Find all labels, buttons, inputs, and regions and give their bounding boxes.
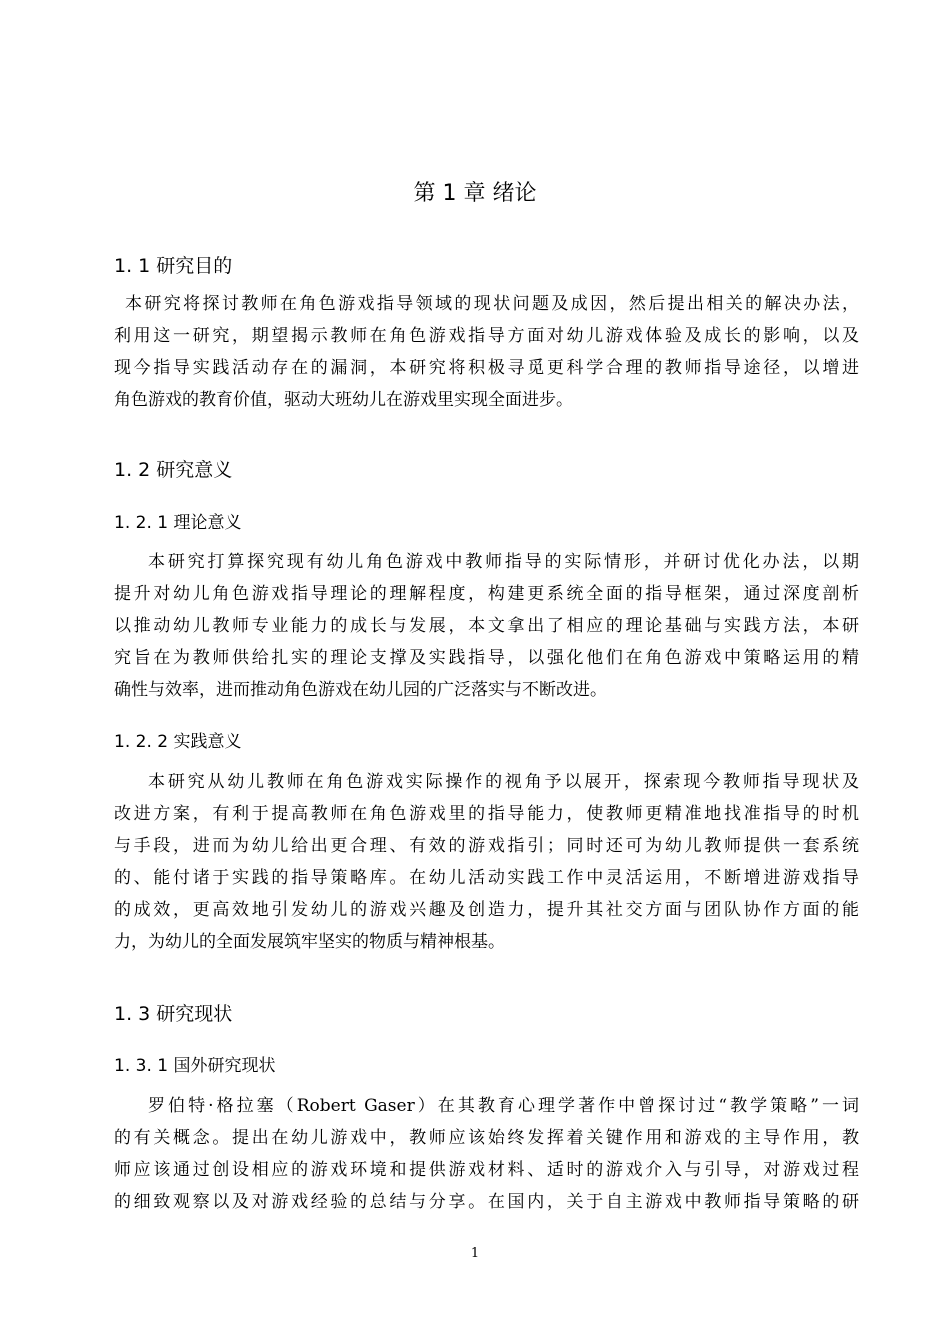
paragraph-line: 师应该通过创设相应的游戏环境和提供游戏材料、适时的游戏介入与引导，对游戏过程	[114, 1160, 859, 1180]
paragraph-line: 究旨在为教师供给扎实的理论支撑及实践指导，以强化他们在角色游戏中策略运用的精	[114, 648, 859, 668]
paragraph-line: 与手段，进而为幼儿给出更合理、有效的游戏指引；同时还可为幼儿教师提供一套系统	[114, 836, 859, 856]
paragraph-line: 以推动幼儿教师专业能力的成长与发展，本文拿出了相应的理论基础与实践方法，本研	[114, 616, 859, 636]
paragraph-line: 罗伯特·格拉塞（Robert Gaser）在其教育心理学著作中曾探讨过“教学策略”一词	[148, 1096, 859, 1116]
section-heading-research-purpose: 1. 1 研究目的	[114, 255, 233, 277]
paragraph-practical-significance	[114, 766, 859, 958]
paragraph-research-purpose	[114, 288, 859, 416]
section-heading-research-status: 1. 3 研究现状	[114, 1003, 233, 1025]
paragraph-line: 的有关概念。提出在幼儿游戏中，教师应该始终发挥着关键作用和游戏的主导作用，教	[114, 1128, 859, 1148]
paragraph-line: 本研究从幼儿教师在角色游戏实际操作的视角予以展开，探索现今教师指导现状及	[148, 772, 859, 792]
paragraph-line: 本研究将探讨教师在角色游戏指导领域的现状问题及成因，然后提出相关的解决办法，	[125, 294, 859, 314]
paragraph-line: 确性与效率，进而推动角色游戏在幼儿园的广泛落实与不断改进。	[114, 680, 607, 700]
paragraph-line: 本研究打算探究现有幼儿角色游戏中教师指导的实际情形，并研讨优化办法，以期	[148, 552, 859, 572]
subsection-heading-practical-significance: 1. 2. 2 实践意义	[114, 732, 242, 752]
paragraph-foreign-research-status	[114, 1090, 859, 1218]
subsection-heading-theoretical-significance: 1. 2. 1 理论意义	[114, 513, 242, 533]
page-number: 1	[470, 1246, 480, 1261]
paragraph-line: 的、能付诸于实践的指导策略库。在幼儿活动实践工作中灵活运用，不断增进游戏指导	[114, 868, 859, 888]
chapter-title: 第 1 章 绪论	[413, 181, 537, 206]
paragraph-line: 改进方案，有利于提高教师在角色游戏里的指导能力，使教师更精准地找准指导的时机	[114, 804, 859, 824]
paragraph-line: 的细致观察以及对游戏经验的总结与分享。在国内，关于自主游戏中教师指导策略的研	[114, 1192, 859, 1212]
paragraph-line: 的成效，更高效地引发幼儿的游戏兴趣及创造力，提升其社交方面与团队协作方面的能	[114, 900, 859, 920]
paragraph-line: 力，为幼儿的全面发展筑牢坚实的物质与精神根基。	[114, 932, 505, 952]
paragraph-theoretical-significance	[114, 546, 859, 706]
paragraph-line: 提升对幼儿角色游戏指导理论的理解程度，构建更系统全面的指导框架，通过深度剖析	[114, 584, 859, 604]
subsection-heading-foreign-research-status: 1. 3. 1 国外研究现状	[114, 1056, 276, 1076]
section-heading-research-significance: 1. 2 研究意义	[114, 459, 233, 481]
paragraph-line: 角色游戏的教育价值，驱动大班幼儿在游戏里实现全面进步。	[114, 390, 573, 410]
paragraph-line: 利用这一研究，期望揭示教师在角色游戏指导方面对幼儿游戏体验及成长的影响，以及	[114, 326, 859, 346]
paragraph-line: 现今指导实践活动存在的漏洞，本研究将积极寻觅更科学合理的教师指导途径，以增进	[114, 358, 859, 378]
